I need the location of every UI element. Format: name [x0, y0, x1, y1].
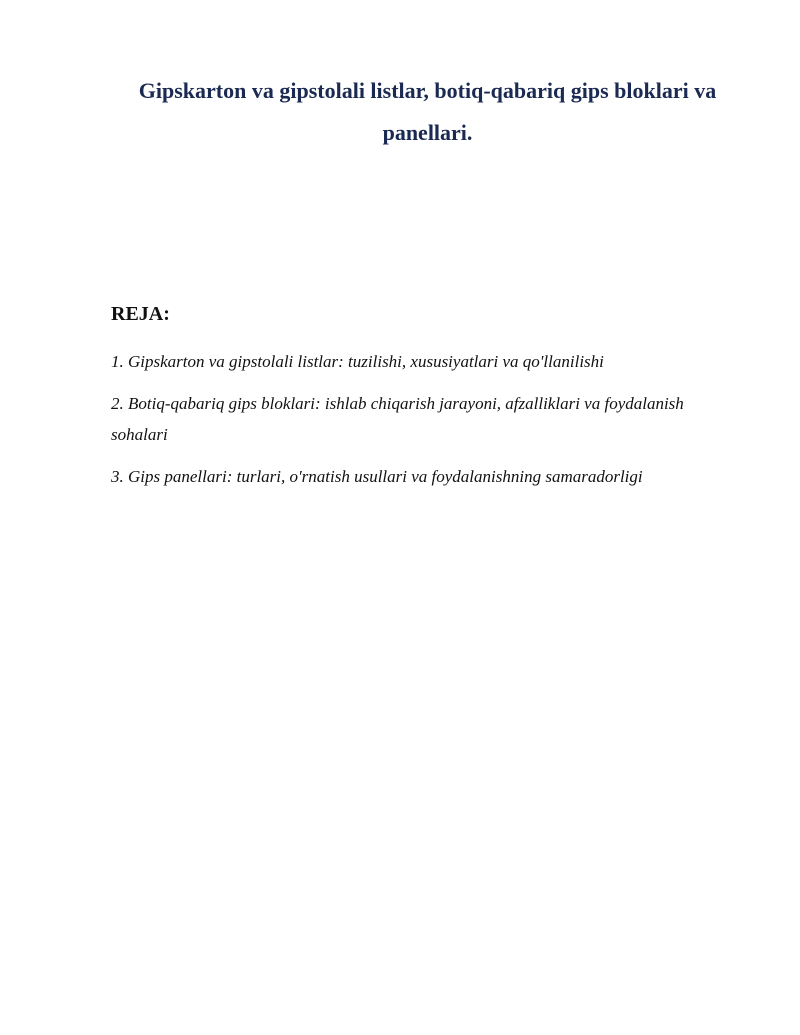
plan-item-1: 1. Gipskarton va gipstolali listlar: tuzilishi, xususiyatlari va qo'llanilishi	[111, 352, 604, 371]
plan-list	[111, 346, 741, 503]
plan-heading: REJA:	[111, 303, 170, 325]
plan-item-2: 2. Botiq-qabariq gips bloklari: ishlab chiqarish jarayoni, afzalliklari va foydalanish sohalari	[111, 394, 684, 444]
plan-item-3: 3. Gips panellari: turlari, o'rnatish usullari va foydalanishning samaradorligi	[111, 467, 643, 486]
document-title: Gipskarton va gipstolali listlar, botiq-qabariq gips bloklari va panellari.	[138, 78, 717, 145]
